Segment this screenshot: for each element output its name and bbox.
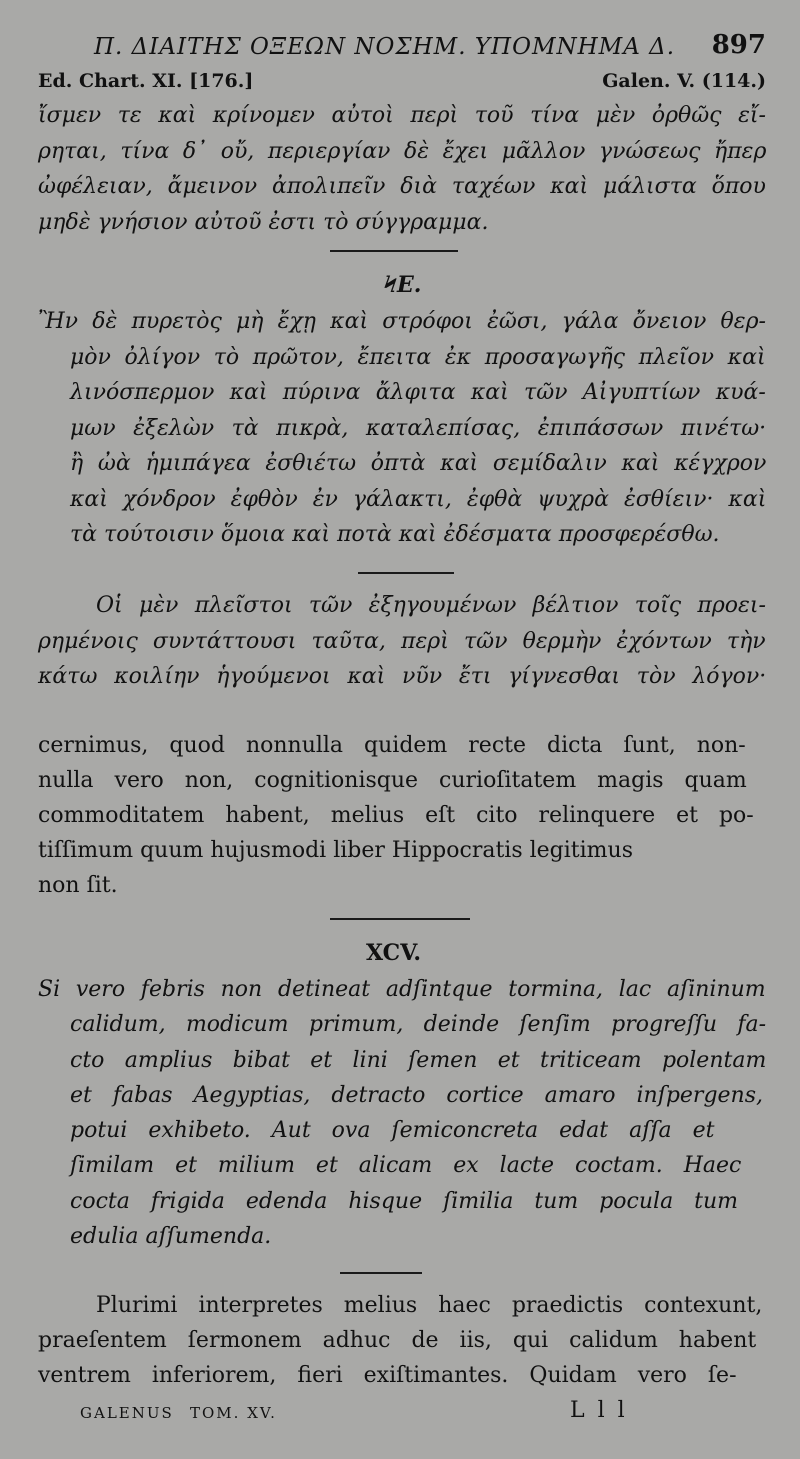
- text-line: λινόσπερμον καὶ πύρινα ἄλφιτα καὶ τῶν Αἰγυπτίων κυά-: [70, 380, 766, 405]
- latin-section-number: XCV.: [366, 940, 422, 966]
- text-line: ventrem inferiorem, fieri exiſtimantes. Quidam vero ſe-: [38, 1363, 737, 1388]
- text-line: Si vero febris non detineat adſintque tormina, lac aſininum: [38, 977, 766, 1002]
- footer-volume: TOM. XV.: [190, 1404, 277, 1422]
- text-line: κάτω κοιλίην ἡγούμενοι καὶ νῦν ἔτι γίγνεσθαι τὸν λόγον·: [38, 664, 767, 689]
- greek-commentary: [38, 588, 766, 695]
- greek-aphorism: [38, 304, 766, 553]
- text-line: ἴσμεν τε καὶ κρίνομεν αὐτοὶ περὶ τοῦ τίνα μὲν ὀρθῶς εἴ-: [38, 103, 766, 128]
- text-line: ἢ ὠὰ ἡμιπάγεα ἐσθιέτω ὀπτὰ καὶ σεμίδαλιν καὶ κέγχρον: [70, 451, 767, 476]
- text-line: ſimilam et milium et alicam ex lacte coctam. Haec: [70, 1153, 742, 1179]
- footer-author: GALENUS: [80, 1404, 174, 1422]
- section-rule: [340, 1272, 422, 1274]
- text-line: calidum, modicum primum, deinde ſenſim progreſſu fa-: [70, 1012, 767, 1038]
- latin-aphorism: [38, 972, 766, 1254]
- section-rule: [330, 918, 470, 920]
- text-line: Οἱ μὲν πλεῖστοι τῶν ἐξηγουμένων βέλτιον τοῖς προει-: [96, 593, 766, 618]
- text-line: potui exhibeto. Aut ova ſemiconcreta edat aſſa et: [70, 1118, 715, 1144]
- edition-chart-ref: Ed. Chart. XI. [176.]: [38, 70, 254, 92]
- text-line: cocta frigida edenda hisque ſimilia tum pocula tum: [70, 1188, 739, 1214]
- text-line: cernimus, quod nonnulla quidem recte dicta ſunt, non-: [38, 733, 746, 758]
- greek-continuation: [38, 98, 766, 240]
- running-title: Π. ΔΙΑΙΤΗΣ ΟΞΕΩΝ ΝΟΣΗΜ. ΥΠΟΜΝΗΜΑ Δ.: [94, 34, 676, 60]
- text-line: Plurimi interpretes melius haec praedictis contexunt,: [96, 1293, 763, 1318]
- text-line: τὰ τούτοισιν ὅμοια καὶ ποτὰ καὶ ἐδέσματα προσφερέσθω.: [70, 522, 720, 547]
- text-line: nulla vero non, cognitionisque curioſitatem magis quam: [38, 768, 747, 793]
- text-line: μηδὲ γνήσιον αὐτοῦ ἐστι τὸ σύγγραμμα.: [38, 209, 489, 235]
- section-rule: [358, 572, 454, 574]
- greek-section-number: ϞΕ.: [384, 272, 422, 298]
- text-line: tiſſimum quum hujusmodi liber Hippocratis legitimus: [38, 838, 633, 863]
- footer-signature: L l l: [570, 1398, 628, 1423]
- edition-galen-ref: Galen. V. (114.): [602, 70, 766, 92]
- text-line: commoditatem habent, melius eſt cito relinquere et po-: [38, 803, 754, 828]
- text-line: edulia aſſumenda.: [70, 1224, 272, 1250]
- text-line: καὶ χόνδρον ἐφθὸν ἐν γάλακτι, ἐφθὰ ψυχρὰ ἐσθίειν· καὶ: [70, 486, 767, 512]
- text-line: μων ἐξελὼν τὰ πικρὰ, καταλεπίσας, ἐπιπάσσων πινέτω·: [70, 415, 767, 441]
- text-line: ρημένοις συντάττουσι ταῦτα, περὶ τῶν θερμὴν ἐχόντων τὴν: [38, 628, 766, 654]
- text-line: et fabas Aegyptias, detracto cortice amaro inſpergens,: [70, 1082, 764, 1108]
- text-line: cto amplius bibat et lini ſemen et triticeam polentam: [70, 1047, 767, 1073]
- text-line: ὠφέλειαν, ἄμεινον ἀπολιπεῖν διὰ ταχέων καὶ μάλιστα ὅπου: [38, 174, 766, 199]
- text-line: non ſit.: [38, 873, 118, 898]
- text-line: ρηται, τίνα δ᾽ οὔ, περιεργίαν δὲ ἔχει μᾶλλον γνώσεως ἤπερ: [38, 138, 767, 164]
- text-line: μὸν ὀλίγον τὸ πρῶτον, ἔπειτα ἐκ προσαγωγῆς πλεῖον καὶ: [70, 344, 766, 370]
- page-number: 897: [711, 30, 766, 60]
- text-line: praeſentem ſermonem adhuc de iis, qui calidum habent: [38, 1328, 757, 1353]
- latin-commentary: [38, 1288, 766, 1393]
- running-head: [38, 30, 766, 64]
- latin-continuation: [38, 728, 766, 903]
- section-rule: [330, 250, 458, 252]
- text-line: Ἢν δὲ πυρετὸς μὴ ἔχῃ καὶ στρόφοι ἐῶσι, γάλα ὄνειον θερ-: [38, 309, 766, 334]
